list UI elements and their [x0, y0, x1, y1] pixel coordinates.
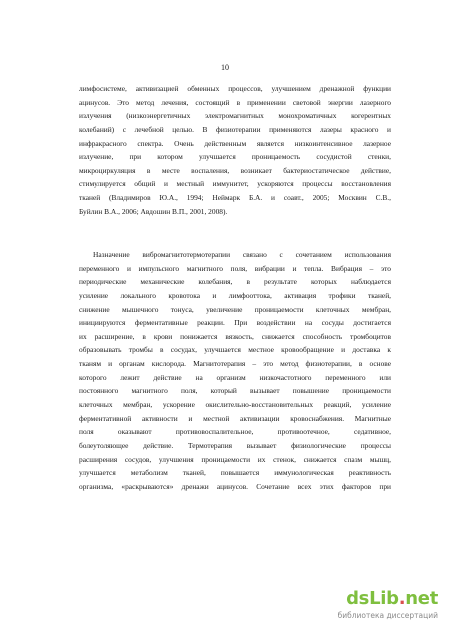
text-line: улучшается метаболизм тканей, повышается иммунологическая реактивность — [79, 468, 391, 478]
text-line: Назначение вибромагнитотермотерапии связано с сочетанием использования — [93, 250, 391, 259]
text-line: микроциркуляция в месте воспаления, возникает бактериостатическое действие, — [79, 165, 391, 175]
logo-tld: net — [405, 588, 438, 609]
text-line: тканей (Владимиров Ю.А., 1994; Неймарк Б.А. и соавт., 2005; Москвин С.В., — [79, 193, 391, 203]
text-line: тканям и органам кислорода. Магнитотерапия – это метод физиотерапии, в основе — [79, 359, 391, 369]
dslib-watermark — [338, 589, 438, 623]
text-line: постоянного магнитного поля, который вызывает повышение проницаемости — [79, 386, 391, 396]
text-line: усиление локального кровотока и лимфооттока, активация трофики тканей, — [79, 290, 391, 300]
text-line: поля оказывают противовоспалительное, противоотечное, седативное, — [79, 427, 391, 437]
paragraph-lasers — [79, 82, 391, 218]
text-line: переменного и импульсного магнитного поля, вибрации и тепла. Вибрация – это — [79, 263, 391, 273]
text-line: организма, «раскрываются» дренажи ацинусов. Сочетание всех этих факторов при — [79, 481, 391, 491]
logo-main: dsLib — [346, 588, 399, 609]
text-line: ферментативной активности и местной активизации кровоснабжения. Магнитные — [79, 413, 391, 423]
text-line: которого лежит действие на организм низкочастотного переменного или — [79, 372, 391, 382]
text-line: стимулируется общий и местный иммунитет, ускоряются процессы восстановления — [79, 179, 391, 189]
text-line: лимфосистеме, активизацией обменных процессов, улучшением дренажной функции — [79, 84, 391, 93]
text-line: излучение, при котором улучшается проницаемость сосудистой стенки, — [79, 152, 391, 162]
text-line: болеутоляющее действие. Термотерапия вызывает физиологические процессы — [79, 440, 391, 450]
text-line: ацинусов. Это метод лечения, состоящий в применении световой энергии лазерного — [79, 97, 391, 107]
logo-dot: . — [398, 588, 406, 609]
text-line: снижение мышечного тонуса, увеличение проницаемости клеточных мембран, — [79, 304, 391, 314]
text-line: инициируются ферментативные реакции. При воздействии на сосуды достигается — [79, 318, 391, 328]
text-line: расширения сосудов, улучшения проницаемости их стенок, снижается спазм мышц, — [79, 454, 391, 464]
text-line: периодические механические колебания, в результате которых наблюдается — [79, 277, 391, 287]
dslib-logo — [346, 589, 438, 609]
text-line: колебаний) с лечебной целью. В физиотерапии применяются лазеры красного и — [79, 124, 391, 134]
text-line: образовывать тромбы в сосудах, улучшается местное кровообращение и доставка к — [79, 345, 391, 355]
text-line: излучения (низкоэнергетичных электромагнитных монохроматичных когерентных — [79, 111, 391, 121]
paragraph-vibromagnetotherapy — [79, 248, 391, 494]
text-line: клеточных мембран, ускорение окислительно-восстановительных реакций, усиление — [79, 400, 391, 410]
text-line: Буйлин В.А., 2006; Авдошин В.П., 2001, 2008). — [79, 206, 228, 216]
text-line: инфракрасного спектра. Очень действенным является низкоинтенсивное лазерное — [79, 138, 391, 148]
page-number: 10 — [221, 63, 229, 72]
watermark-subtitle: библиотека диссертаций — [337, 611, 438, 620]
text-line: их расширение, в крови понижается вязкость, снижается способность тромбоцитов — [79, 331, 391, 341]
